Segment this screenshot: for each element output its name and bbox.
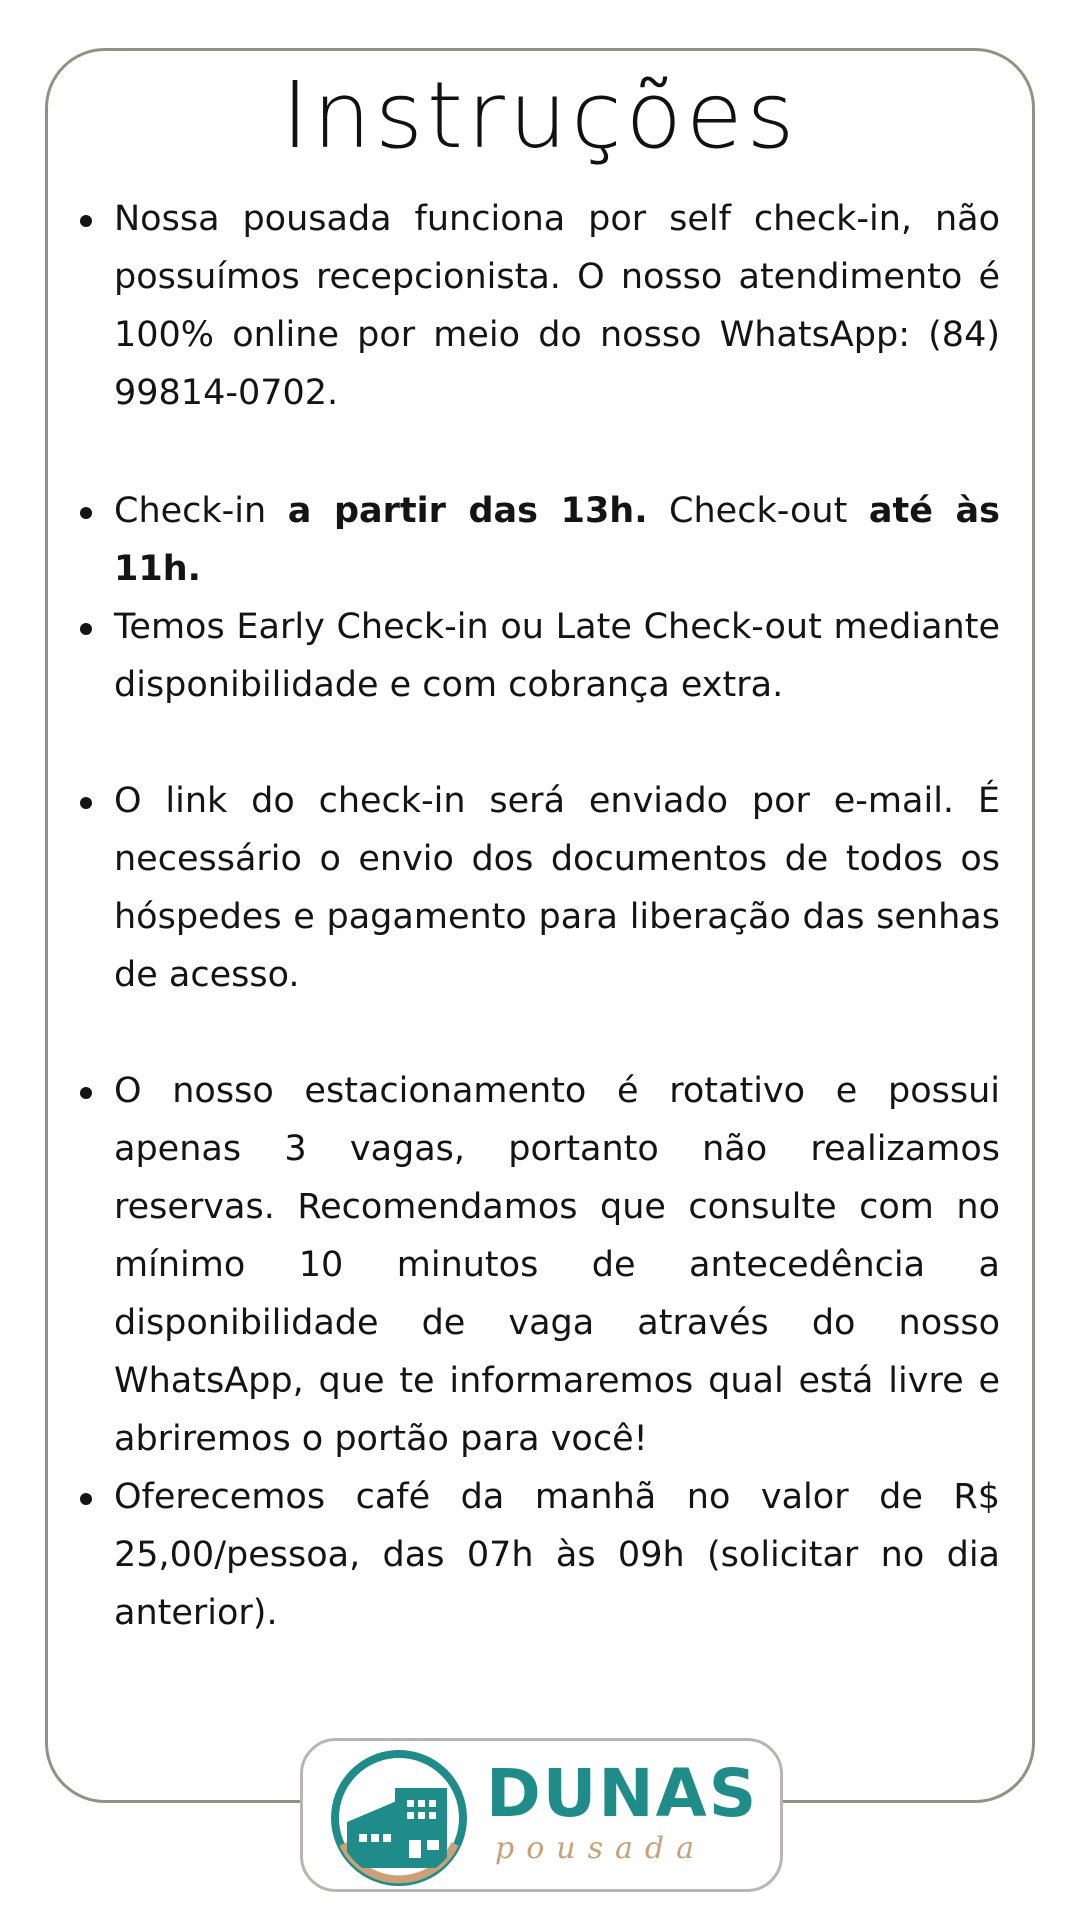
item-text-part: O nosso estacionamento é rotativo e possui apenas 3 vagas, portanto não realizamos reservas. Recomendamos que consulte com no mínimo 10 minutos de antecedência a disponibilidade de vaga através do nosso WhatsApp, que te informaremos qual está livre e abriremos o portão para você!: [114, 1071, 1000, 1459]
bullet-icon: [80, 1493, 92, 1505]
brand-name: DUNAS: [486, 1755, 759, 1832]
item-text-part: Nossa pousada funciona por self check-in, não possuímos recepcionista. O nosso atendimento é 100% online por meio do nosso WhatsApp: (84) 99814-0702.: [114, 199, 1000, 413]
item-text: [114, 482, 1000, 598]
item-text-part: Check-out: [647, 491, 869, 531]
bullet-icon: [80, 1087, 92, 1099]
item-text-part: Check-in: [114, 491, 288, 531]
house-logo-icon: [329, 1748, 469, 1888]
item-text: [114, 1468, 1000, 1642]
item-text: [114, 772, 1000, 1004]
item-text-bold: até às 11h.: [114, 491, 1000, 589]
bullet-icon: [80, 507, 92, 519]
brand-logo: [300, 1738, 783, 1892]
item-text: [114, 190, 1000, 422]
bullet-icon: [80, 797, 92, 809]
item-text-bold: a partir das 13h.: [287, 491, 648, 531]
bullet-icon: [80, 215, 92, 227]
page-title: Instruções: [281, 62, 799, 169]
item-text-part: Temos Early Check-in ou Late Check-out mediante disponibilidade e com cobrança extra.: [114, 607, 1000, 705]
item-text: [114, 598, 1000, 714]
item-text-part: Oferecemos café da manhã no valor de R$ 25,00/pessoa, das 07h às 09h (solicitar no dia anterior).: [114, 1477, 1000, 1633]
brand-subtitle: pousada: [495, 1831, 706, 1866]
bullet-icon: [80, 623, 92, 635]
item-text: [114, 1062, 1000, 1468]
item-text-part: O link do check-in será enviado por e-mail. É necessário o envio dos documentos de todos os hóspedes e pagamento para liberação das senhas de acesso.: [114, 781, 1000, 995]
